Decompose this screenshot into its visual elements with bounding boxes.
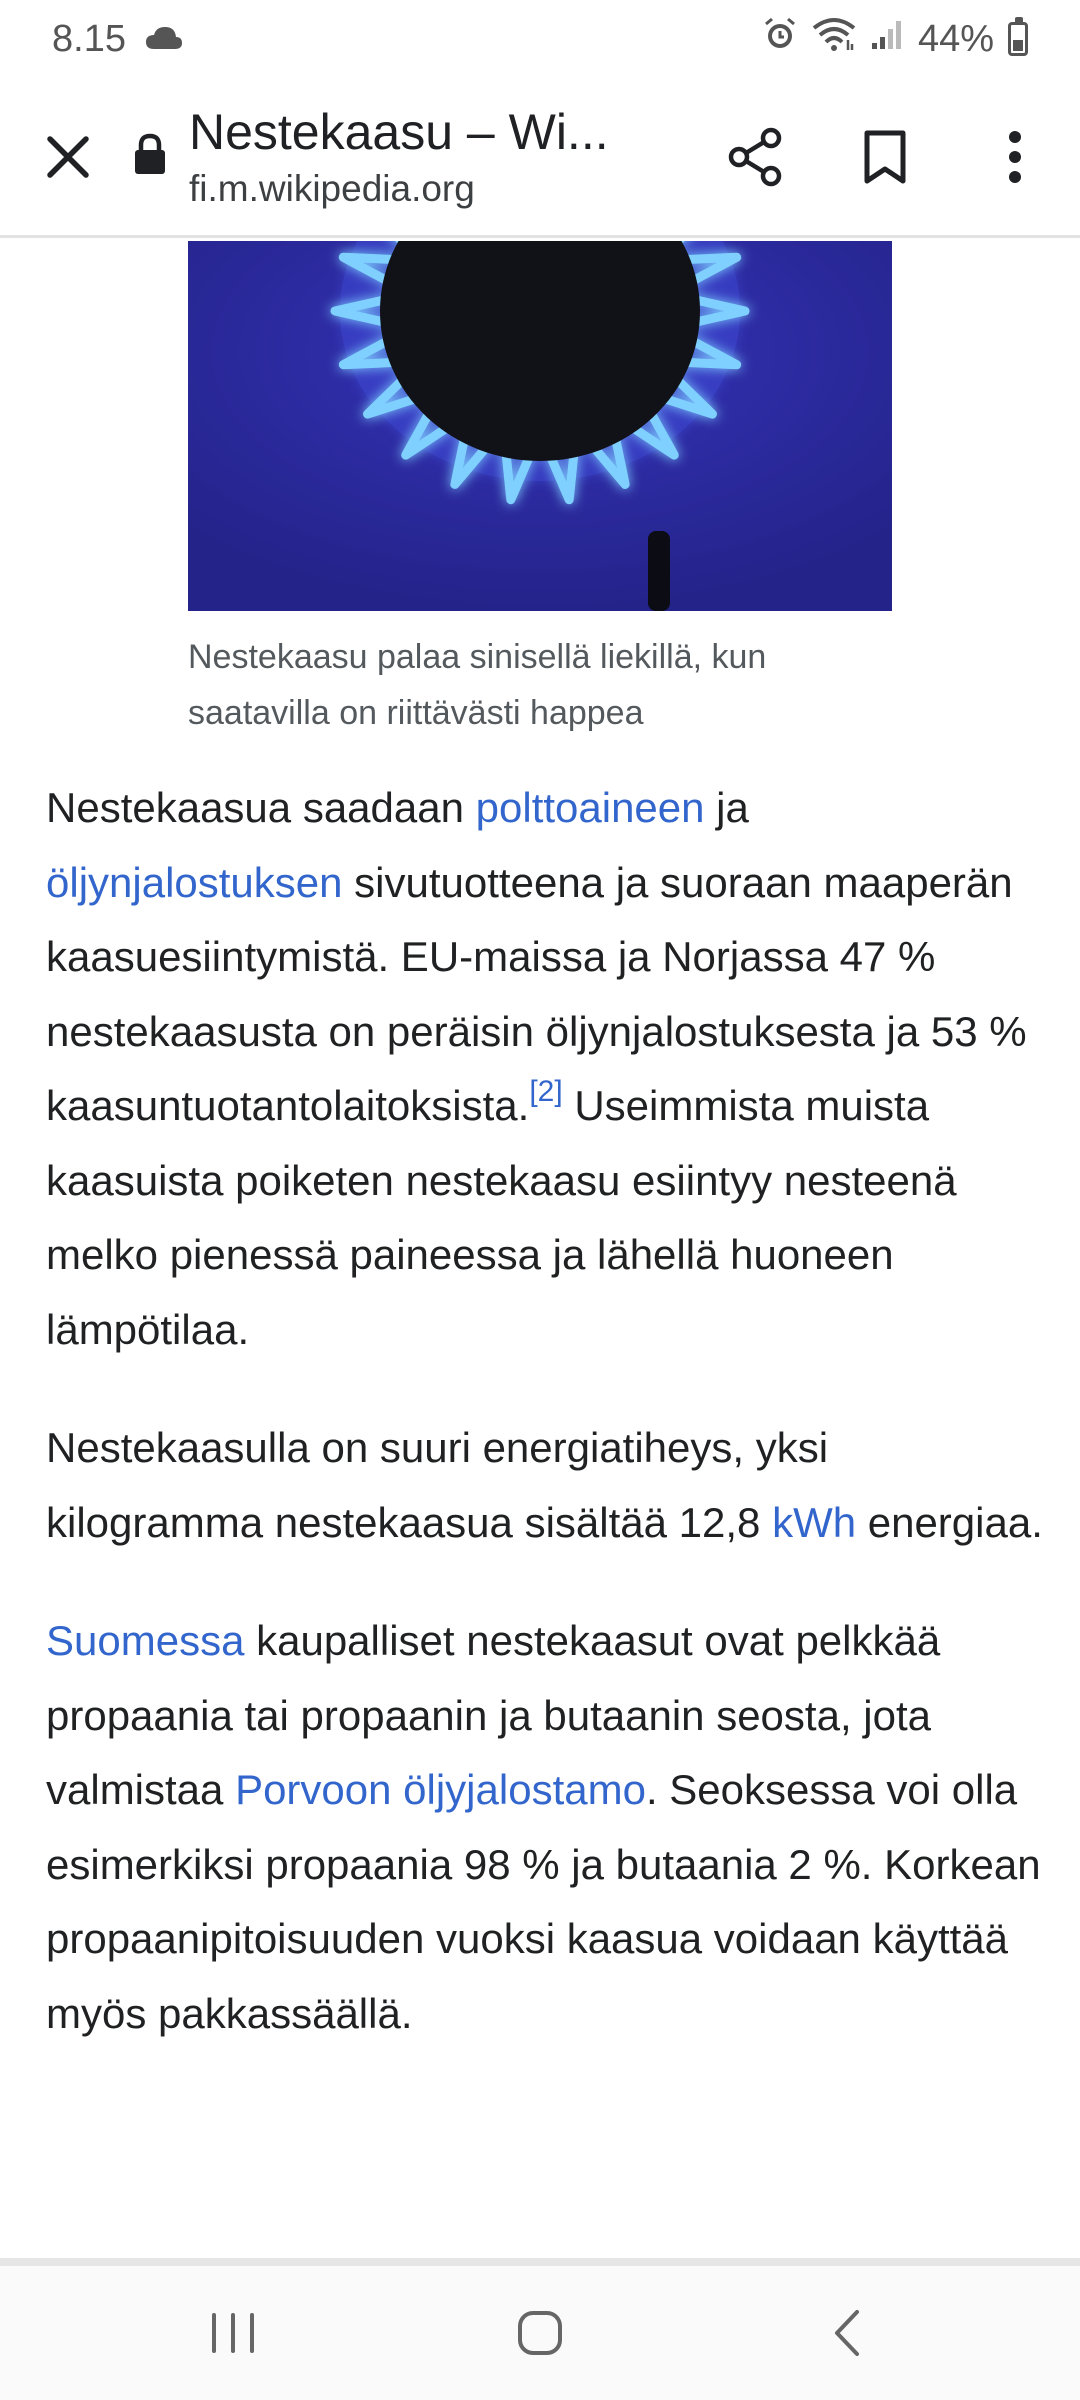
bookmark-icon <box>863 129 907 185</box>
alarm-icon <box>762 16 798 62</box>
share-icon <box>727 127 783 187</box>
battery-icon <box>1008 22 1028 56</box>
paragraph-1 <box>46 771 1046 1367</box>
page-url: fi.m.wikipedia.org <box>189 167 475 209</box>
status-right <box>762 16 1028 62</box>
back-icon <box>831 2308 863 2358</box>
gas-flame-icon <box>188 241 892 611</box>
text: Nestekaasulla on suuri energiatiheys, yksi kilogramma nestekaasua sisältää 12,8 <box>46 1424 829 1546</box>
text: . Seoksessa voi olla esimerkiksi propaania 98 % ja butaania 2 %. Korkean propaanipitoisuuden vuoksi kaasua voidaan käyttää myös pakkassäällä. <box>46 1766 1041 2037</box>
status-left <box>52 18 184 61</box>
recent-apps-icon <box>208 2311 258 2355</box>
system-nav-bar <box>0 2266 1080 2400</box>
more-options-button[interactable] <box>950 92 1080 222</box>
status-time: 8.15 <box>52 17 126 60</box>
toolbar-actions <box>690 92 1080 222</box>
text: kaupalliset nestekaasut ovat pelkkää propaania tai propaanin ja butaanin seosta, jota valmistaa <box>46 1617 941 1813</box>
reference <box>529 1075 562 1108</box>
cloud-icon <box>144 18 184 61</box>
share-button[interactable] <box>690 92 820 222</box>
page-info[interactable] <box>133 102 690 212</box>
back-button[interactable] <box>767 2273 927 2393</box>
link-suomessa[interactable]: Suomessa <box>46 1617 245 1664</box>
bookmark-button[interactable] <box>820 92 950 222</box>
recent-apps-button[interactable] <box>153 2273 313 2393</box>
link-polttoaineen[interactable]: polttoaineen <box>475 784 705 831</box>
status-bar <box>0 0 1080 78</box>
battery-percent: 44% <box>917 17 994 60</box>
lock-icon <box>133 133 167 180</box>
article-body <box>46 771 1046 2095</box>
text: ja <box>704 784 749 831</box>
text: energiaa. <box>856 1498 1043 1546</box>
wifi-icon <box>812 16 856 62</box>
page-title: Nestekaasu – Wi... <box>189 103 609 160</box>
home-icon <box>516 2309 564 2357</box>
text: Useimmista muista kaasuista poiketen nestekaasu esiintyy nesteenä melko pienessä paineessa ja lähellä huoneen lämpötilaa. <box>46 1082 957 1353</box>
text: sivutuotteena ja suoraan maaperän kaasuesiintymistä. EU-maissa ja Norjassa 47 % nestekaasusta on peräisin öljynjalostuksesta ja 53 % kaasuntuotantolaitoksista. <box>46 858 1027 1129</box>
link-porvoon-oljyjalostamo[interactable]: Porvoon öljyjalostamo <box>235 1766 646 1813</box>
custom-tab-toolbar <box>0 78 1080 238</box>
link-oljynjalostuksen[interactable]: öljynjalostuksen <box>46 858 343 906</box>
nav-divider <box>0 2258 1080 2266</box>
link-kwh[interactable]: kWh <box>772 1498 857 1546</box>
paragraph-3 <box>46 1604 1046 2051</box>
text: Nestekaasua saadaan <box>46 784 476 831</box>
title-texts <box>189 102 609 212</box>
article-content <box>0 241 1080 2251</box>
figure-caption: Nestekaasu palaa sinisellä liekillä, kun saatavilla on riittävästi happea <box>188 638 767 732</box>
battery-fill <box>1013 40 1023 51</box>
more-icon <box>1007 129 1023 185</box>
close-icon <box>44 133 92 181</box>
reference-link[interactable]: [2] <box>529 1075 563 1108</box>
paragraph-2 <box>46 1411 1046 1560</box>
signal-icon <box>870 17 904 61</box>
home-button[interactable] <box>460 2273 620 2393</box>
flame-image[interactable] <box>188 241 892 611</box>
close-button[interactable] <box>3 92 133 222</box>
